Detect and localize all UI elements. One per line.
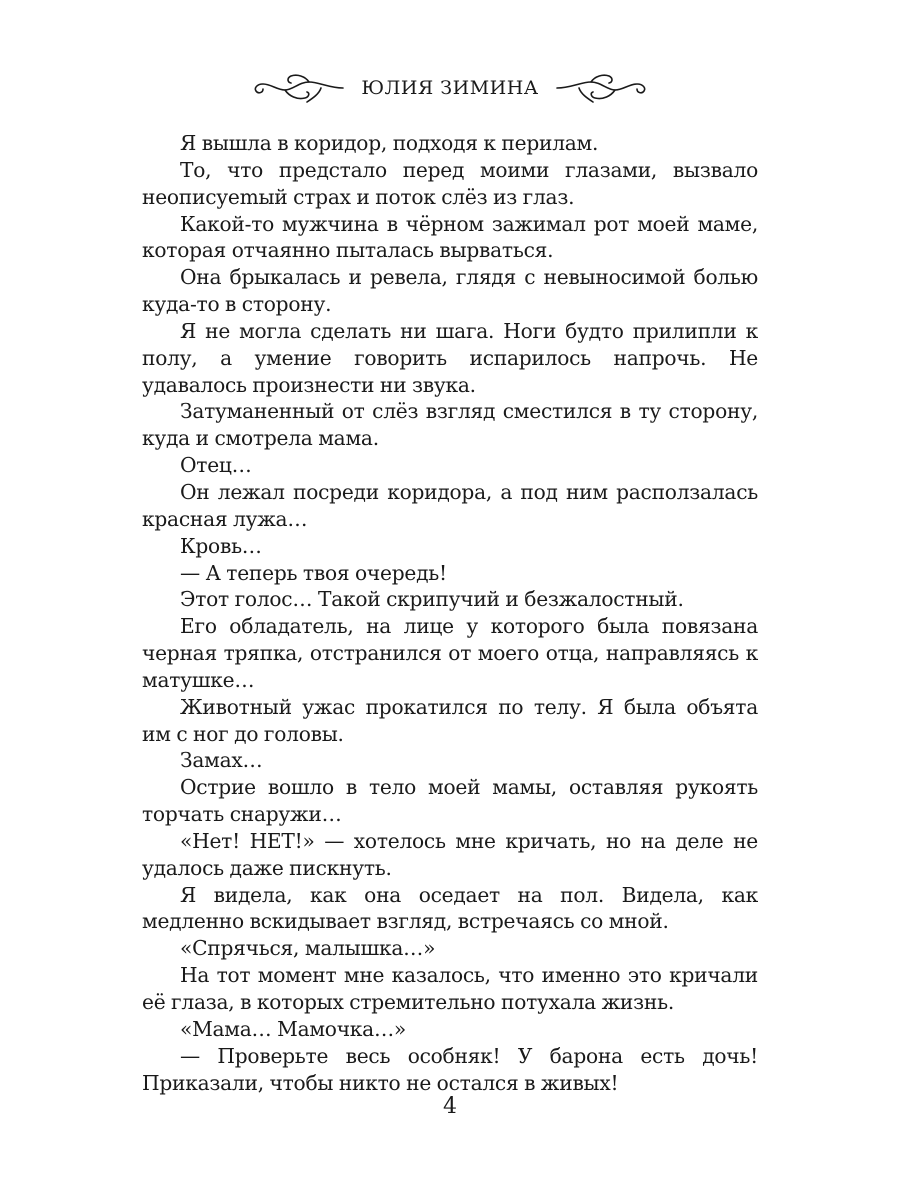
paragraph: Я видела, как она оседает на пол. Видела, как медленно вскидывает взгляд, встречаясь со мной. bbox=[142, 882, 758, 934]
page-number: 4 bbox=[443, 1094, 457, 1119]
running-header bbox=[0, 66, 900, 110]
paragraph: Отец… bbox=[180, 453, 252, 478]
paragraph: Кровь… bbox=[180, 533, 262, 558]
paragraph: Я вышла в коридор, подходя к перилам. bbox=[180, 131, 599, 155]
paragraph: Этот голос… Такой скрипучий и безжалостный. bbox=[180, 587, 684, 612]
paragraph: Острие вошло в тело моей мамы, оставляя рукоять торчать снаружи… bbox=[142, 775, 758, 827]
paragraph: «Спрячься, малышка…» bbox=[180, 936, 436, 961]
paragraph: Он лежал посреди коридора, а под ним расползалась красная лужа… bbox=[142, 479, 758, 531]
paragraph: На тот момент мне казалось, что именно это кричали её глаза, в которых стремительно потухала жизнь. bbox=[142, 963, 758, 1014]
paragraph: Я не могла сделать ни шага. Ноги будто прилипли к полу, а умение говорить испарилось напрочь. Не удавалось произнести ни звука. bbox=[142, 318, 758, 397]
author-name: ЮЛИЯ ЗИМИНА bbox=[361, 77, 539, 99]
paragraph: Затуманенный от слёз взгляд сместился в ту сторону, куда и смотрела мама. bbox=[142, 399, 758, 451]
paragraph: Животный ужас прокатился по телу. Я была объята им с ног до головы. bbox=[142, 694, 758, 746]
paragraph: «Мама… Мамочка…» bbox=[180, 1016, 407, 1041]
paragraph: «Нет! НЕТ!» — хотелось мне кричать, но на деле не удалось даже пискнуть. bbox=[142, 828, 758, 880]
left-flourish-icon bbox=[249, 68, 345, 108]
paragraph: То, что предстало перед моими глазами, вызвало неописуеmый страх и поток слёз из глаз. bbox=[142, 157, 758, 209]
paragraph: — Проверьте весь особняк! У барона есть дочь! Приказали, чтобы никто не остался в живых! bbox=[142, 1043, 758, 1095]
paragraph: Она брыкалась и ревела, глядя с невыносимой болью куда-то в сторону. bbox=[142, 265, 758, 317]
paragraph: Замах… bbox=[180, 748, 263, 773]
body-text bbox=[142, 130, 758, 1096]
paragraph: — А теперь твоя очередь! bbox=[180, 560, 447, 585]
right-flourish-icon bbox=[555, 68, 651, 108]
paragraph: Какой-то мужчина в чёрном зажимал рот моей маме, которая отчаянно пыталась вырваться. bbox=[142, 211, 758, 263]
paragraph: Его обладатель, на лице у которого была повязана черная тряпка, отстранился от моего отца, направляясь к матушке… bbox=[142, 614, 758, 692]
